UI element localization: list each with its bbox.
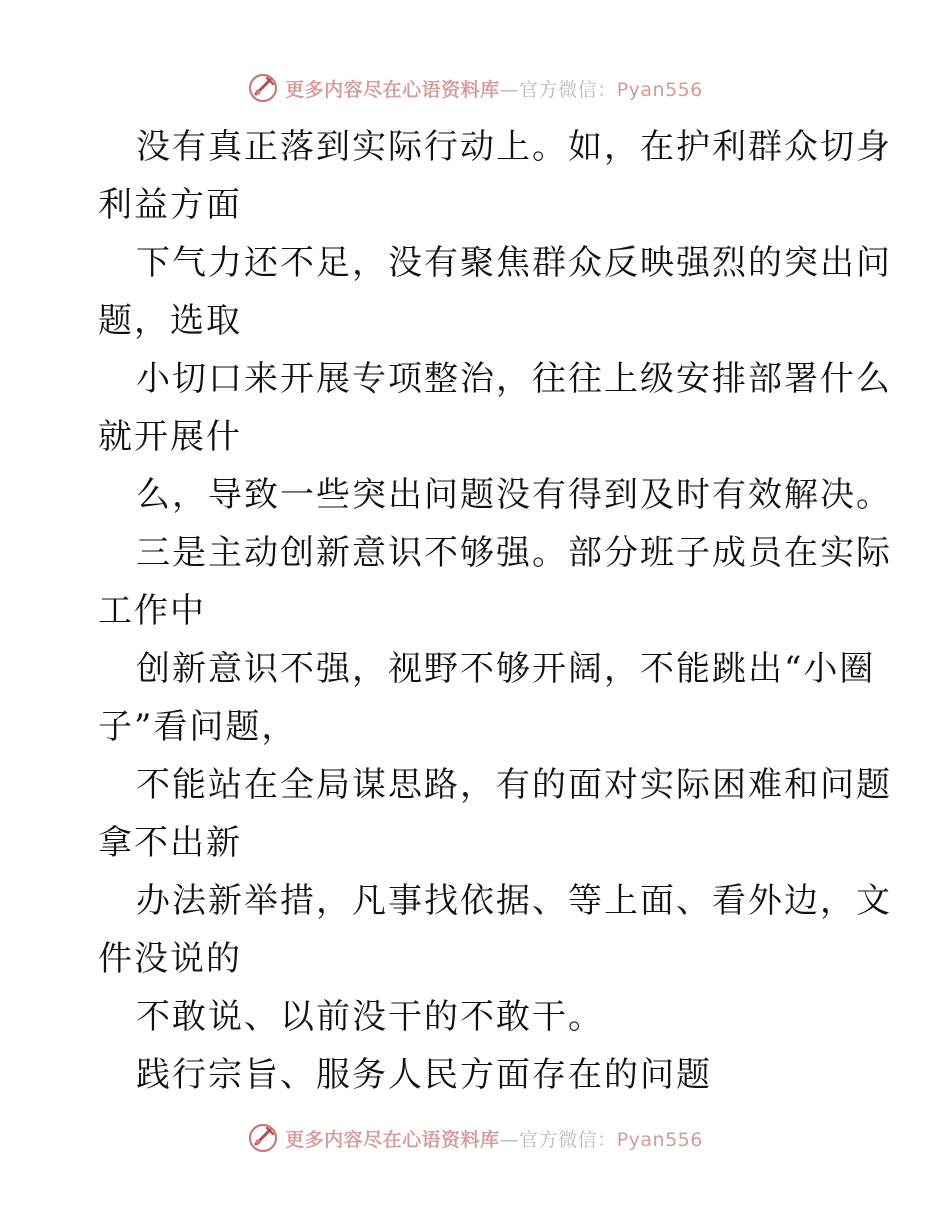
text-line: 工作中 <box>98 591 206 631</box>
text-line: 就开展什 <box>98 417 242 457</box>
seal-logo-icon <box>247 72 279 104</box>
watermark-text <box>285 75 703 102</box>
watermark-text <box>285 1125 703 1152</box>
text-line: 下气力还不足，没有聚焦群众反映强烈的突出问 <box>136 243 892 283</box>
watermark-sub: 官方微信： <box>519 78 617 101</box>
text-line: 践行宗旨、服务人民方面存在的问题 <box>136 1055 712 1095</box>
text-line: 创新意识不强，视野不够开阔，不能跳出“小圈 <box>136 649 876 689</box>
header-watermark <box>0 72 950 104</box>
document-body <box>98 118 892 1104</box>
footer-watermark <box>0 1122 950 1154</box>
text-line: 子”看问题， <box>98 707 298 747</box>
seal-logo-icon <box>247 1122 279 1154</box>
watermark-main: 更多内容尽在心语资料库 <box>285 78 500 101</box>
text-line: 么，导致一些突出问题没有得到及时有效解决。 <box>136 475 892 515</box>
watermark-id: Pyan556 <box>616 78 703 101</box>
watermark-main: 更多内容尽在心语资料库 <box>285 1128 500 1151</box>
text-line: 小切口来开展专项整治，往往上级安排部署什么 <box>136 359 892 399</box>
text-line: 拿不出新 <box>98 823 242 863</box>
watermark-id: Pyan556 <box>616 1128 703 1151</box>
text-line: 不敢说、以前没干的不敢干。 <box>136 997 604 1037</box>
watermark-sub: 官方微信： <box>519 1128 617 1151</box>
text-line: 利益方面 <box>98 185 242 225</box>
text-line: 件没说的 <box>98 939 242 979</box>
text-line: 办法新举措，凡事找依据、等上面、看外边，文 <box>136 881 892 921</box>
text-line: 题，选取 <box>98 301 242 341</box>
watermark-separator: — <box>499 1128 520 1151</box>
text-line: 没有真正落到实际行动上。如，在护利群众切身 <box>136 127 892 167</box>
text-line: 三是主动创新意识不够强。部分班子成员在实际 <box>136 533 892 573</box>
text-line: 不能站在全局谋思路，有的面对实际困难和问题 <box>136 765 892 805</box>
watermark-separator: — <box>499 78 520 101</box>
